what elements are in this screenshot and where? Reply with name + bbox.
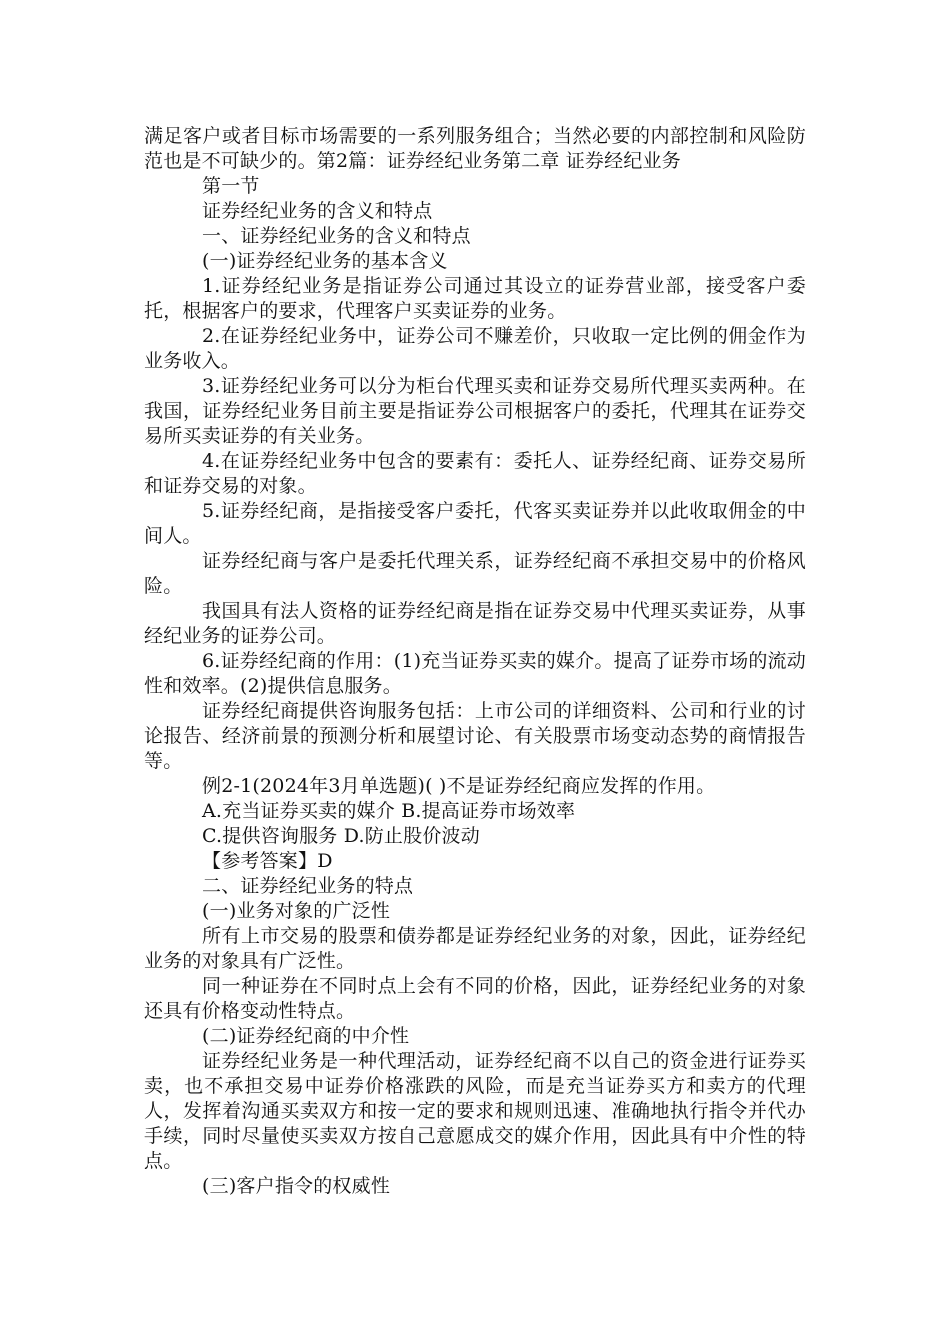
example-question: 例2-1(2024年3月单选题)( )不是证券经纪商应发挥的作用。 — [202, 775, 716, 797]
section-title: 证券经纪业务的含义和特点 — [202, 200, 433, 222]
paragraph: 2.在证券经纪业务中，证券公司不赚差价，只收取一定比例的佣金作为业务收入。 — [144, 325, 806, 372]
paragraph: 同一种证券在不同时点上会有不同的价格，因此，证券经纪业务的对象还具有价格变动性特点。 — [144, 975, 806, 1022]
document-body — [144, 124, 806, 1199]
section-heading: 第一节 — [202, 175, 260, 197]
subsection-heading: (三)客户指令的权威性 — [202, 1175, 391, 1197]
paragraph: 满足客户或者目标市场需要的一系列服务组合；当然必要的内部控制和风险防范也是不可缺少的。第2篇：证券经纪业务第二章 证券经纪业务 — [144, 125, 806, 172]
subsection-heading: (二)证券经纪商的中介性 — [202, 1025, 410, 1047]
subsection-heading: 一、证券经纪业务的含义和特点 — [202, 225, 471, 247]
paragraph: 证券经纪业务是一种代理活动，证券经纪商不以自己的资金进行证券买卖，也不承担交易中证券价格涨跌的风险，而是充当证券买方和卖方的代理人，发挥着沟通买卖双方和按一定的要求和规则迅速、准确地执行指令并代办手续，同时尽量使买卖双方按自己意愿成交的媒介作用，因此具有中介性的特点。 — [144, 1050, 806, 1172]
paragraph: 6.证券经纪商的作用：(1)充当证券买卖的媒介。提高了证券市场的流动性和效率。(2)提供信息服务。 — [144, 650, 806, 697]
paragraph: 3.证券经纪业务可以分为柜台代理买卖和证券交易所代理买卖两种。在我国，证券经纪业务目前主要是指证券公司根据客户的委托，代理其在证券交易所买卖证券的有关业务。 — [144, 375, 806, 447]
paragraph: 证券经纪商提供咨询服务包括：上市公司的详细资料、公司和行业的讨论报告、经济前景的预测分析和展望讨论、有关股票市场变动态势的商情报告等。 — [144, 700, 806, 772]
answer-options: A.充当证券买卖的媒介 B.提高证券市场效率 — [202, 800, 576, 822]
paragraph: 证券经纪商与客户是委托代理关系，证券经纪商不承担交易中的价格风险。 — [144, 550, 806, 597]
subsection-heading: (一)业务对象的广泛性 — [202, 900, 391, 922]
paragraph: 1.证券经纪业务是指证券公司通过其设立的证券营业部，接受客户委托，根据客户的要求，代理客户买卖证券的业务。 — [144, 275, 806, 322]
reference-answer: 【参考答案】D — [202, 850, 333, 872]
paragraph: 我国具有法人资格的证券经纪商是指在证券交易中代理买卖证券，从事经纪业务的证券公司。 — [144, 600, 806, 647]
paragraph: 所有上市交易的股票和债券都是证券经纪业务的对象，因此，证券经纪业务的对象具有广泛性。 — [144, 925, 806, 972]
answer-options: C.提供咨询服务 D.防止股价波动 — [202, 825, 480, 847]
subsection-heading: 二、证券经纪业务的特点 — [202, 875, 414, 897]
paragraph: 4.在证券经纪业务中包含的要素有：委托人、证券经纪商、证券交易所和证券交易的对象。 — [144, 450, 806, 497]
paragraph: 5.证券经纪商，是指接受客户委托，代客买卖证券并以此收取佣金的中间人。 — [144, 500, 806, 547]
subsection-heading: (一)证券经纪业务的基本含义 — [202, 250, 448, 272]
